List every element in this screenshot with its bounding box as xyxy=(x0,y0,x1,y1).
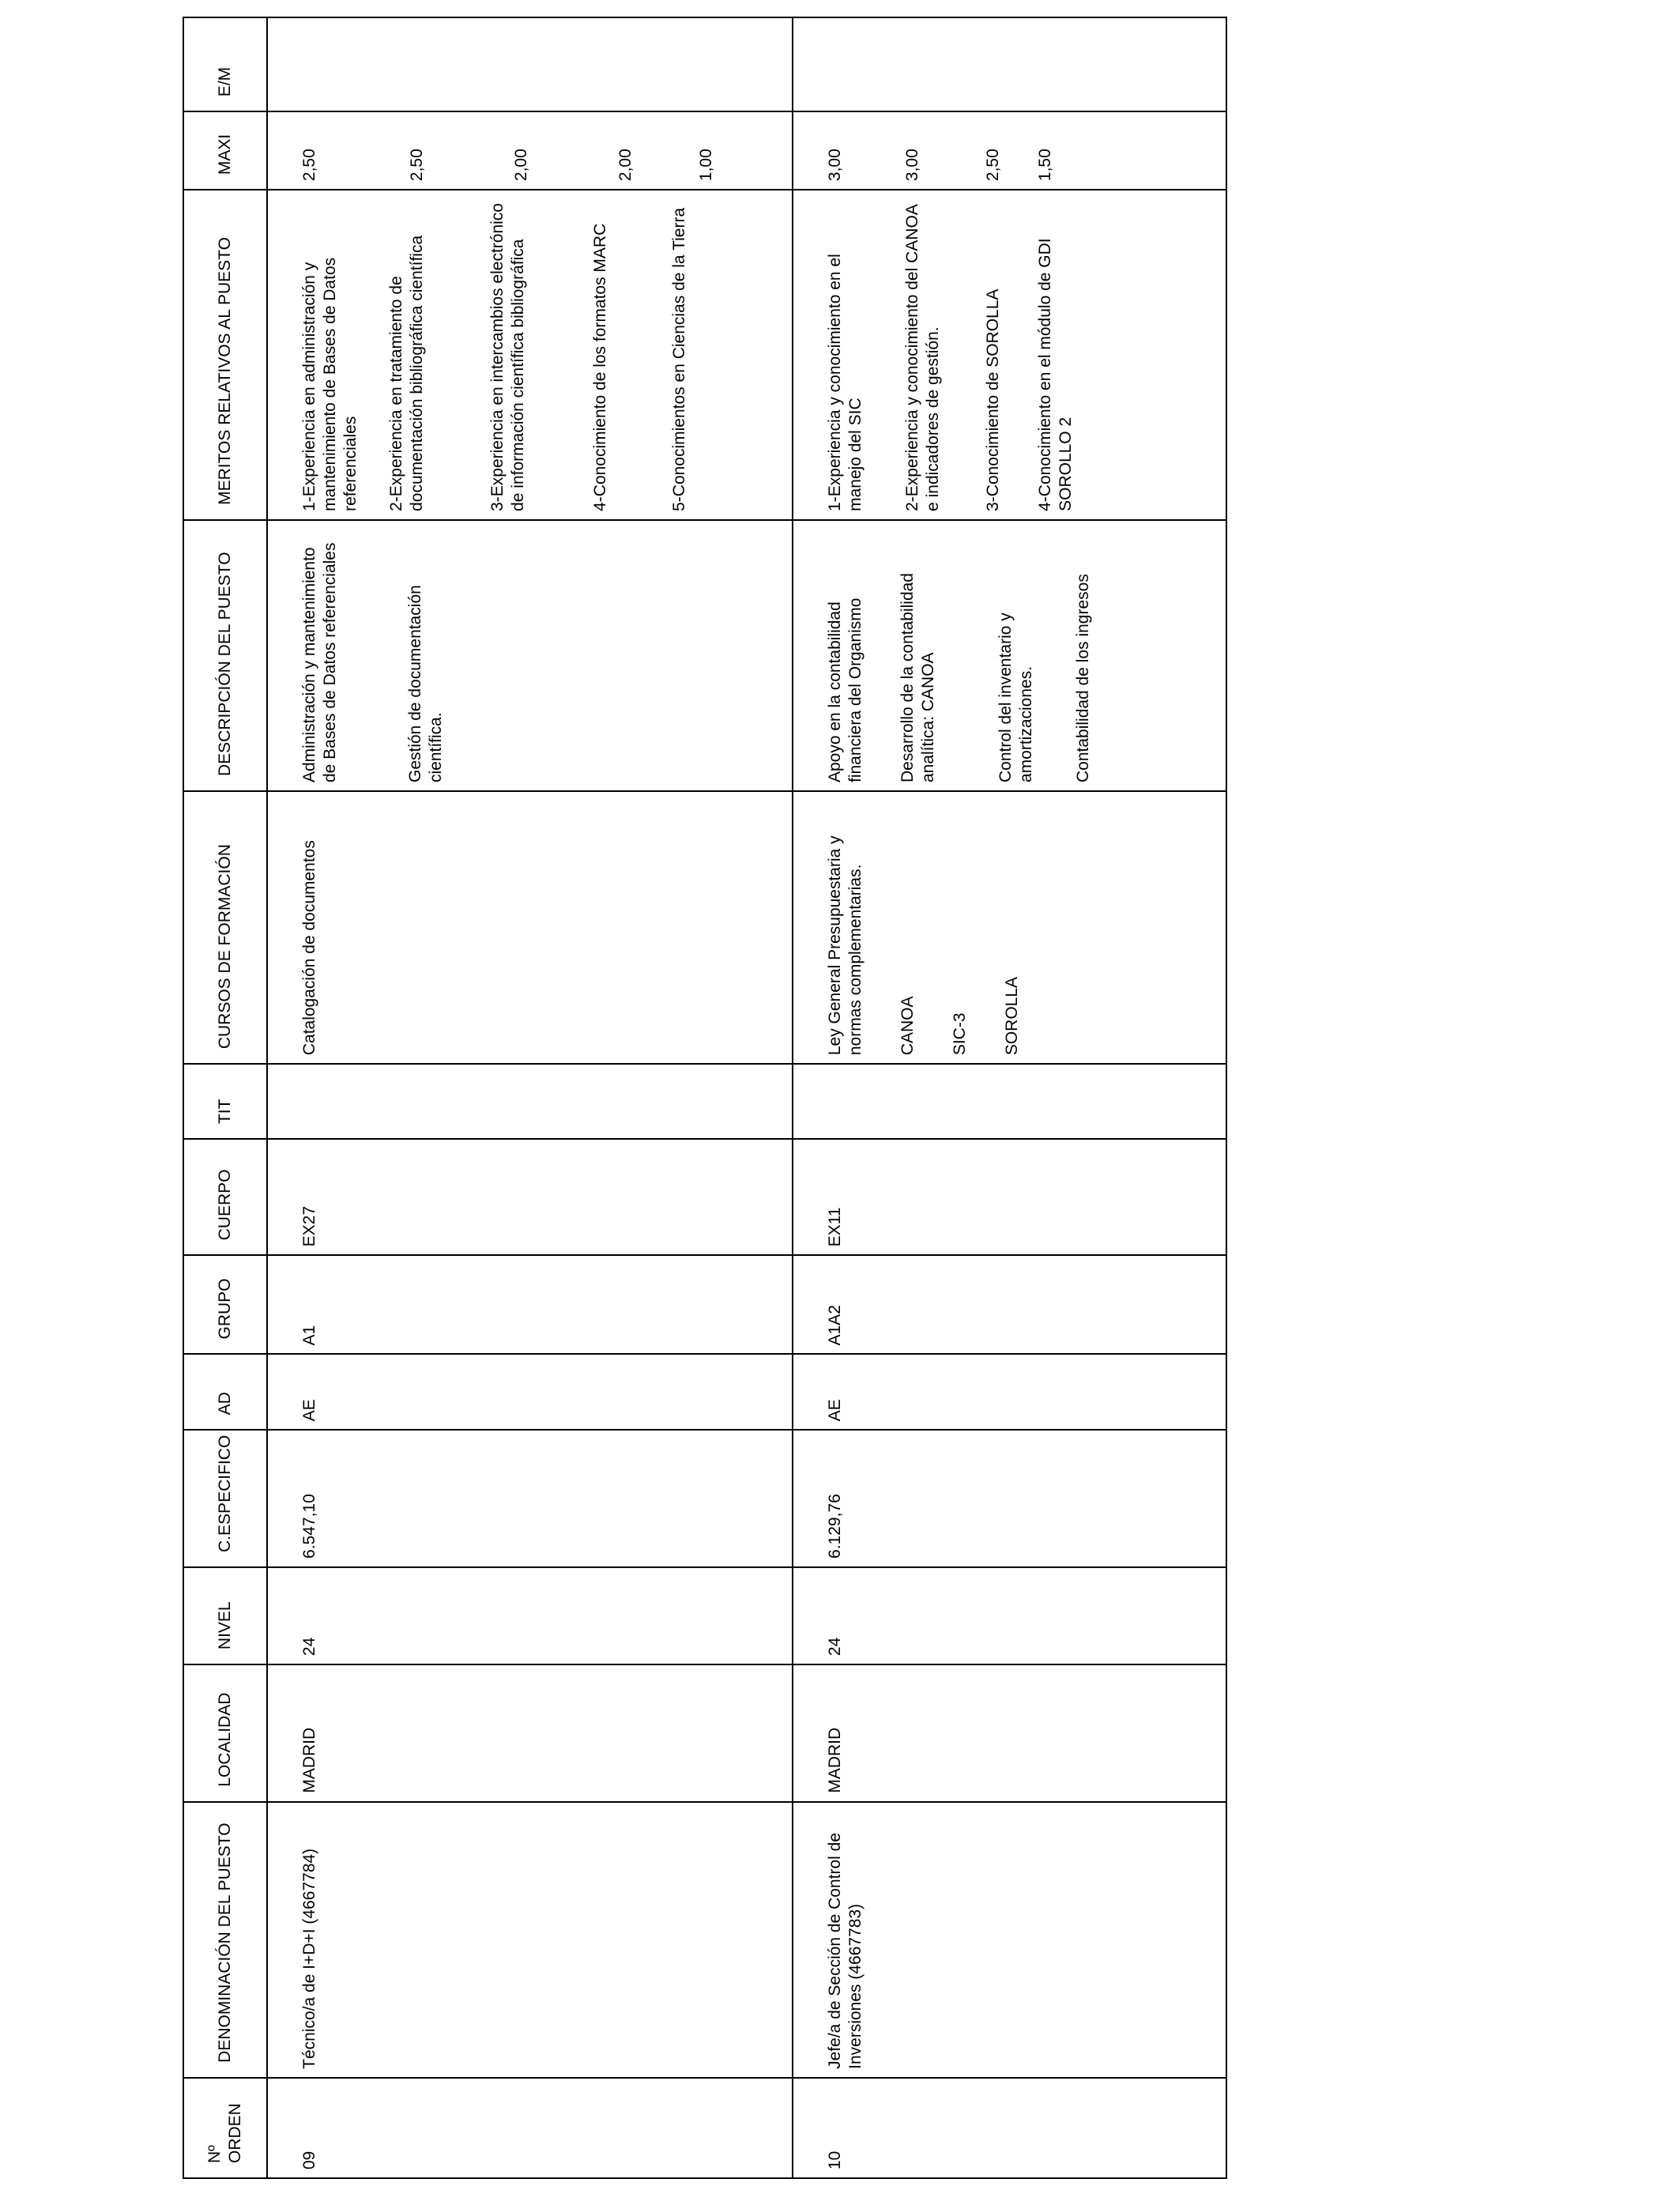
merito-item: 1-Experiencia en administración y mantenimiento de Bases de Datos referenciales xyxy=(300,257,360,511)
cell-nivel: 24 xyxy=(267,1567,793,1664)
merito-item: 4-Conocimiento de los formatos MARC xyxy=(591,223,609,511)
cell-descripcion xyxy=(267,520,793,791)
cell-em xyxy=(267,17,793,111)
table-row xyxy=(267,17,793,2178)
cell-em xyxy=(793,17,1226,111)
maxi-value: 1,50 xyxy=(1036,149,1054,182)
cell-cursos xyxy=(267,791,793,1064)
header-em: E/M xyxy=(183,17,267,111)
header-grupo: GRUPO xyxy=(183,1255,267,1354)
cell-especifico: 6.129,76 xyxy=(793,1430,1226,1567)
curso-item: CANOA xyxy=(898,996,917,1056)
merito-item: 2-Experiencia en tratamiento de documentación bibliográfica científica xyxy=(387,235,426,511)
cell-cuerpo: EX11 xyxy=(793,1139,1226,1255)
cell-denominacion: Jefe/a de Sección de Control de Inversiones (4667783) xyxy=(793,1802,1226,2078)
cell-tit xyxy=(793,1064,1226,1139)
cell-maxi xyxy=(793,111,1226,190)
merito-item: 5-Conocimientos en Ciencias de la Tierra xyxy=(670,207,688,511)
cell-denominacion: Técnico/a de I+D+I (4667784) xyxy=(267,1802,793,2078)
maxi-value: 2,50 xyxy=(408,149,426,182)
cell-maxi xyxy=(267,111,793,190)
descripcion-item: Control del inventario y amortizaciones. xyxy=(996,613,1035,783)
header-cuerpo: CUERPO xyxy=(183,1139,267,1255)
descripcion-item: Contabilidad de los ingresos xyxy=(1074,574,1092,783)
header-descripcion: DESCRIPCIÓN DEL PUESTO xyxy=(183,520,267,791)
curso-item: Ley General Presupuestaria y normas complementarias. xyxy=(826,835,864,1056)
maxi-value: 2,50 xyxy=(300,149,318,182)
maxi-value: 3,00 xyxy=(903,149,921,182)
header-ad: AD xyxy=(183,1355,267,1431)
curso-item: Catalogación de documentos xyxy=(300,840,318,1056)
header-localidad: LOCALIDAD xyxy=(183,1664,267,1802)
cell-localidad: MADRID xyxy=(267,1664,793,1802)
merito-item: 1-Experiencia y conocimiento en el manejo del SIC xyxy=(826,254,864,511)
descripcion-item: Apoyo en la contabilidad financiera del Organismo xyxy=(826,598,864,783)
cell-grupo: A1A2 xyxy=(793,1255,1226,1354)
cell-cuerpo: EX27 xyxy=(267,1139,793,1255)
maxi-value: 2,50 xyxy=(984,149,1002,182)
cell-meritos xyxy=(793,190,1226,520)
cell-grupo: A1 xyxy=(267,1255,793,1354)
header-maxi: MAXI xyxy=(183,111,267,190)
header-denominacion: DENOMINACIÓN DEL PUESTO xyxy=(183,1802,267,2078)
header-meritos: MERITOS RELATIVOS AL PUESTO xyxy=(183,190,267,520)
cell-orden: 09 xyxy=(267,2078,793,2178)
maxi-value: 2,00 xyxy=(512,149,530,182)
header-orden: Nº ORDEN xyxy=(183,2078,267,2178)
cell-descripcion xyxy=(793,520,1226,791)
merito-item: 3-Conocimiento de SOROLLA xyxy=(984,288,1002,511)
cell-ad: AE xyxy=(793,1355,1226,1431)
header-tit: TIT xyxy=(183,1064,267,1139)
puestos-table xyxy=(183,17,1227,2179)
table-row xyxy=(793,17,1226,2178)
cell-tit xyxy=(267,1064,793,1139)
maxi-value: 2,00 xyxy=(616,149,635,182)
cell-nivel: 24 xyxy=(793,1567,1226,1664)
merito-item: 3-Experiencia en intercambios electrónico de información científica bibliográfica xyxy=(488,203,527,511)
cell-orden: 10 xyxy=(793,2078,1226,2178)
curso-item: SIC-3 xyxy=(951,1012,969,1056)
header-row xyxy=(183,17,267,2178)
cell-localidad: MADRID xyxy=(793,1664,1226,1802)
rotated-table-sheet xyxy=(183,17,1227,2179)
header-cursos: CURSOS DE FORMACIÓN xyxy=(183,791,267,1064)
header-nivel: NIVEL xyxy=(183,1567,267,1664)
header-especifico: C.ESPECIFICO xyxy=(183,1430,267,1567)
cell-ad: AE xyxy=(267,1355,793,1431)
cell-cursos xyxy=(793,791,1226,1064)
cell-especifico: 6.547,10 xyxy=(267,1430,793,1567)
merito-item: 4-Conocimiento en el módulo de GDI SOROLLO 2 xyxy=(1036,238,1075,511)
cell-meritos xyxy=(267,190,793,520)
curso-item: SOROLLA xyxy=(1003,976,1021,1056)
maxi-value: 1,00 xyxy=(697,149,715,182)
descripcion-item: Administración y mantenimiento de Bases de Datos referenciales xyxy=(300,542,339,783)
descripcion-item: Gestión de documentación científica. xyxy=(406,585,445,783)
descripcion-item: Desarrollo de la contabilidad analítica: CANOA xyxy=(898,573,937,783)
merito-item: 2-Experiencia y conocimiento del CANOA e indicadores de gestión. xyxy=(903,205,942,511)
maxi-value: 3,00 xyxy=(826,149,844,182)
